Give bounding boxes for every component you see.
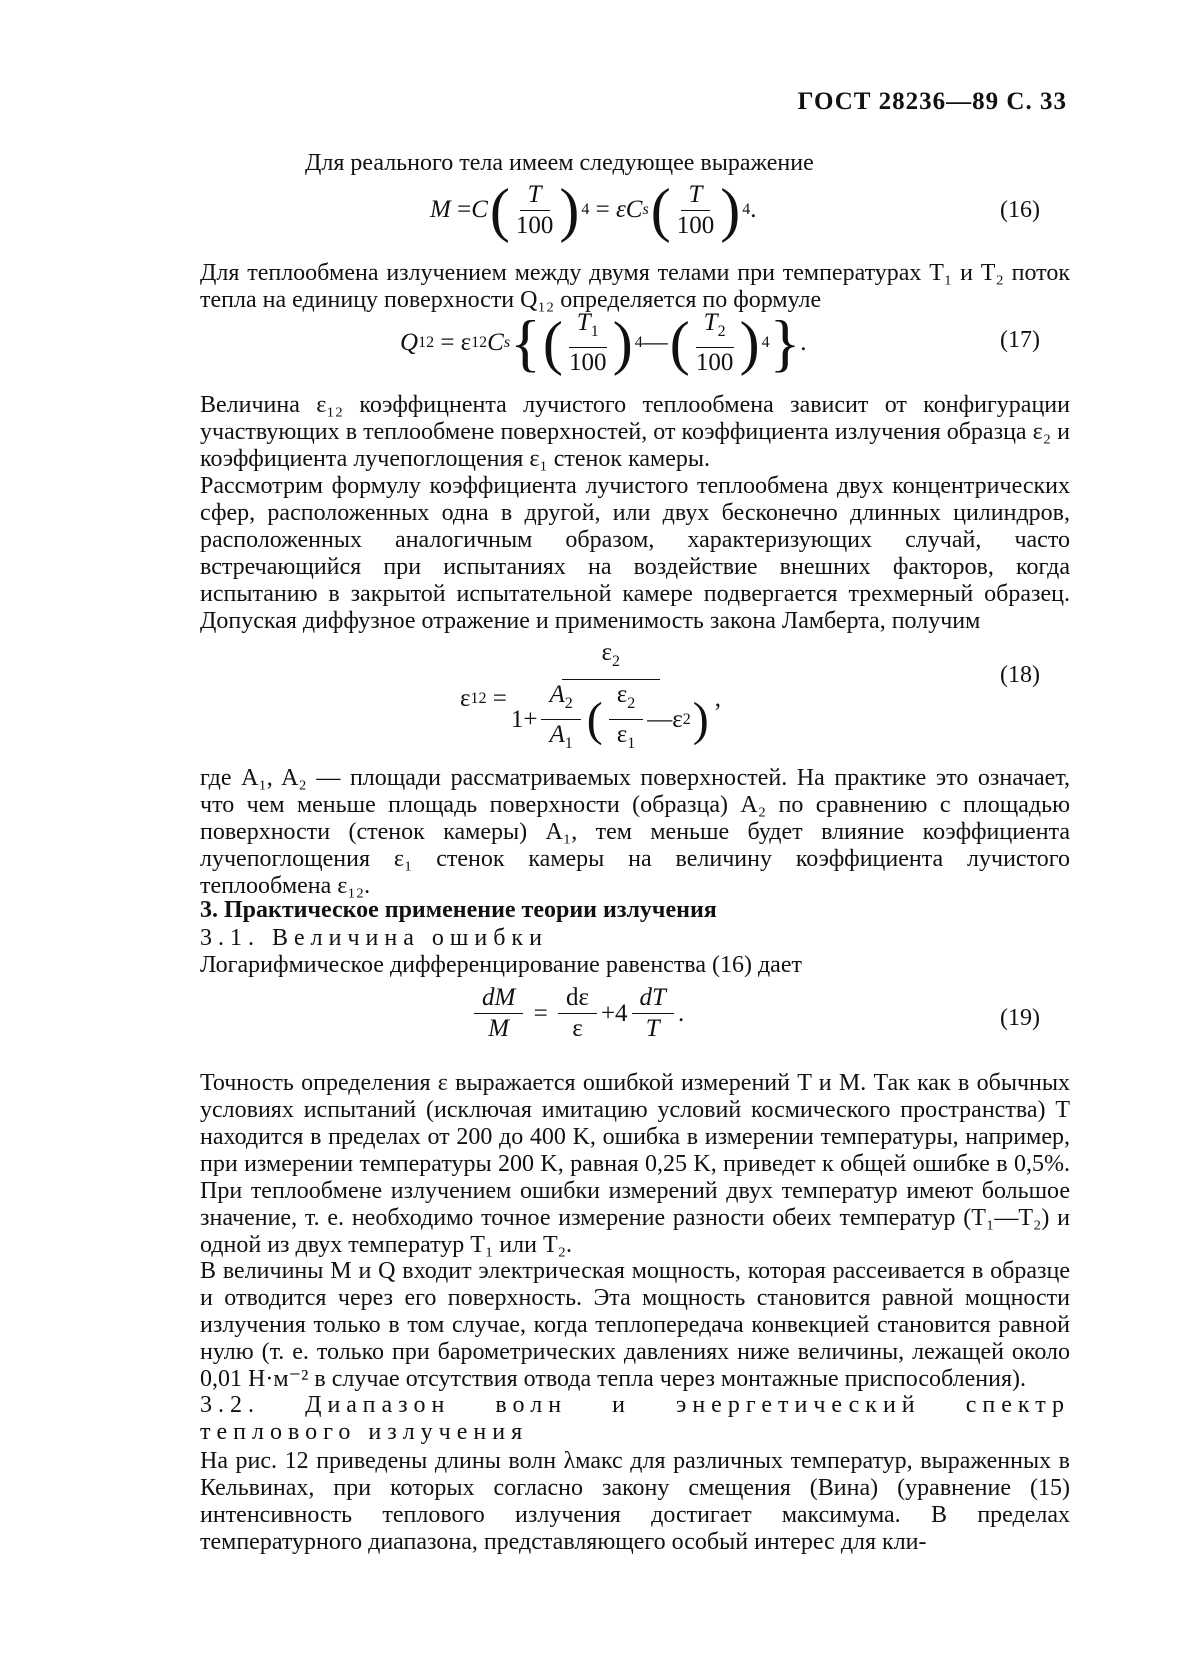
paragraph-coefficient: Величина ε₁₂ коэффицнента лучистого теплообмена зависит от конфигурации участвующих в теплообмене поверхностей, от коэффициента излучения образца ε₂ и коэффициента лучепоглощения ε₁ стенок камеры. xyxy=(200,392,1070,472)
equation-number-17: (17) xyxy=(1000,327,1040,353)
paragraph-electric-power: В величины M и Q входит электрическая мощность, которая рассеивается в образце и отводится через его поверхность. Эта мощность становится равной мощности излучения только в том случае, когда теплопередача конвекцией становится равной нулю (т. е. только при барометрических давлениях ниже величины, лежащей около 0,01 Н·м⁻² в случае отсутствия отвода тепла через монтажные приспособления). xyxy=(200,1258,1070,1392)
equation-number-16: (16) xyxy=(1000,197,1040,223)
paragraph-areas: где A₁, A₂ — площади рассматриваемых поверхностей. На практике это означает, что чем меньше площадь поверхности (образца) A₂ по сравнению с площадью поверхности (стенок камеры) A₁, тем меньше будет влияние коэффициента лучепоглощения ε₁ стенок камеры на величину коэффициента лучистого теплообмена ε₁₂. xyxy=(200,765,1070,899)
paragraph-real-body: Для реального тела имеем следующее выражение xyxy=(305,150,814,176)
equation-18: ε 12 = $\varepsilon_2$ 1+ $\frac{A_2}{A_1}$ ( $\frac{\varepsilon_2}{\varepsilon_1}$ — ε 2 ) , xyxy=(460,639,721,752)
equation-17: Q 12 = ε 12 C s { ( $\frac{T_1}{100}$ ) 4 — ( $\frac{T_2}{100}$ ) 4 } . xyxy=(400,307,807,378)
page-header: ГОСТ 28236—89 С. 33 xyxy=(797,88,1067,115)
paragraph-log-diff: Логарифмическое дифференцирование равенства (16) дает xyxy=(200,952,802,978)
paragraph-heat-exchange: Для теплообмена излучением между двумя телами при температурах T₁ и T₂ поток тепла на единицу поверхности Q₁₂ определяется по формуле xyxy=(200,260,1070,313)
section-3-1-heading: 3.1. Величина ошибки xyxy=(200,925,548,951)
section-3-heading: 3. Практическое применение теории излучения xyxy=(200,897,717,923)
equation-19: $\frac{dM}{M}$ = $\frac{d\varepsilon}{\varepsilon}$ +4 $\frac{dT}{T}$ . xyxy=(470,985,684,1042)
section-3-2-heading: 3.2. Диапазон волн и энергетический спектр теплового излучения xyxy=(200,1392,1070,1445)
paragraph-wavelengths: На рис. 12 приведены длины волн λмакс для различных температур, выраженных в Кельвинах, при которых согласно закону смещения (Вина) (уравнение (15) интенсивность теплового излучения достигает максимума. В пределах температурного диапазона, представляющего особый интерес для кли- xyxy=(200,1448,1070,1555)
paragraph-accuracy: Точность определения ε выражается ошибкой измерений T и M. Так как в обычных условиях испытаний (исключая имитацию условий космического пространства) T находится в пределах от 200 до 400 K, ошибка в измерении температуры, например, при измерении температуры 200 K, равная 0,25 K, приведет к общей ошибке в 0,5%. При теплообмене излучением ошибки измерений двух температур имеют большое значение, т. е. необходимо точное измерение разности обеих температур (T₁—T₂) и одной из двух температур T₁ или T₂. xyxy=(200,1070,1070,1258)
equation-16: M = C ( $\frac{T}{100}$ ) 4 = εC s ( $\frac{T}{100}$ ) 4 . xyxy=(430,177,757,243)
equation-number-19: (19) xyxy=(1000,1005,1040,1031)
paragraph-concentric-spheres: Рассмотрим формулу коэффициента лучистого теплообмена двух концентрических сфер, расположенных одна в другой, или двух бесконечно длинных цилиндров, расположенных аналогичным образом, характеризующих случай, часто встречающийся при испытаниях на воздействие внешних факторов, когда испытанию в закрытой испытательной камере подвергается трехмерный образец. Допуская диффузное отражение и применимость закона Ламберта, получим xyxy=(200,473,1070,634)
equation-number-18: (18) xyxy=(1000,662,1040,688)
